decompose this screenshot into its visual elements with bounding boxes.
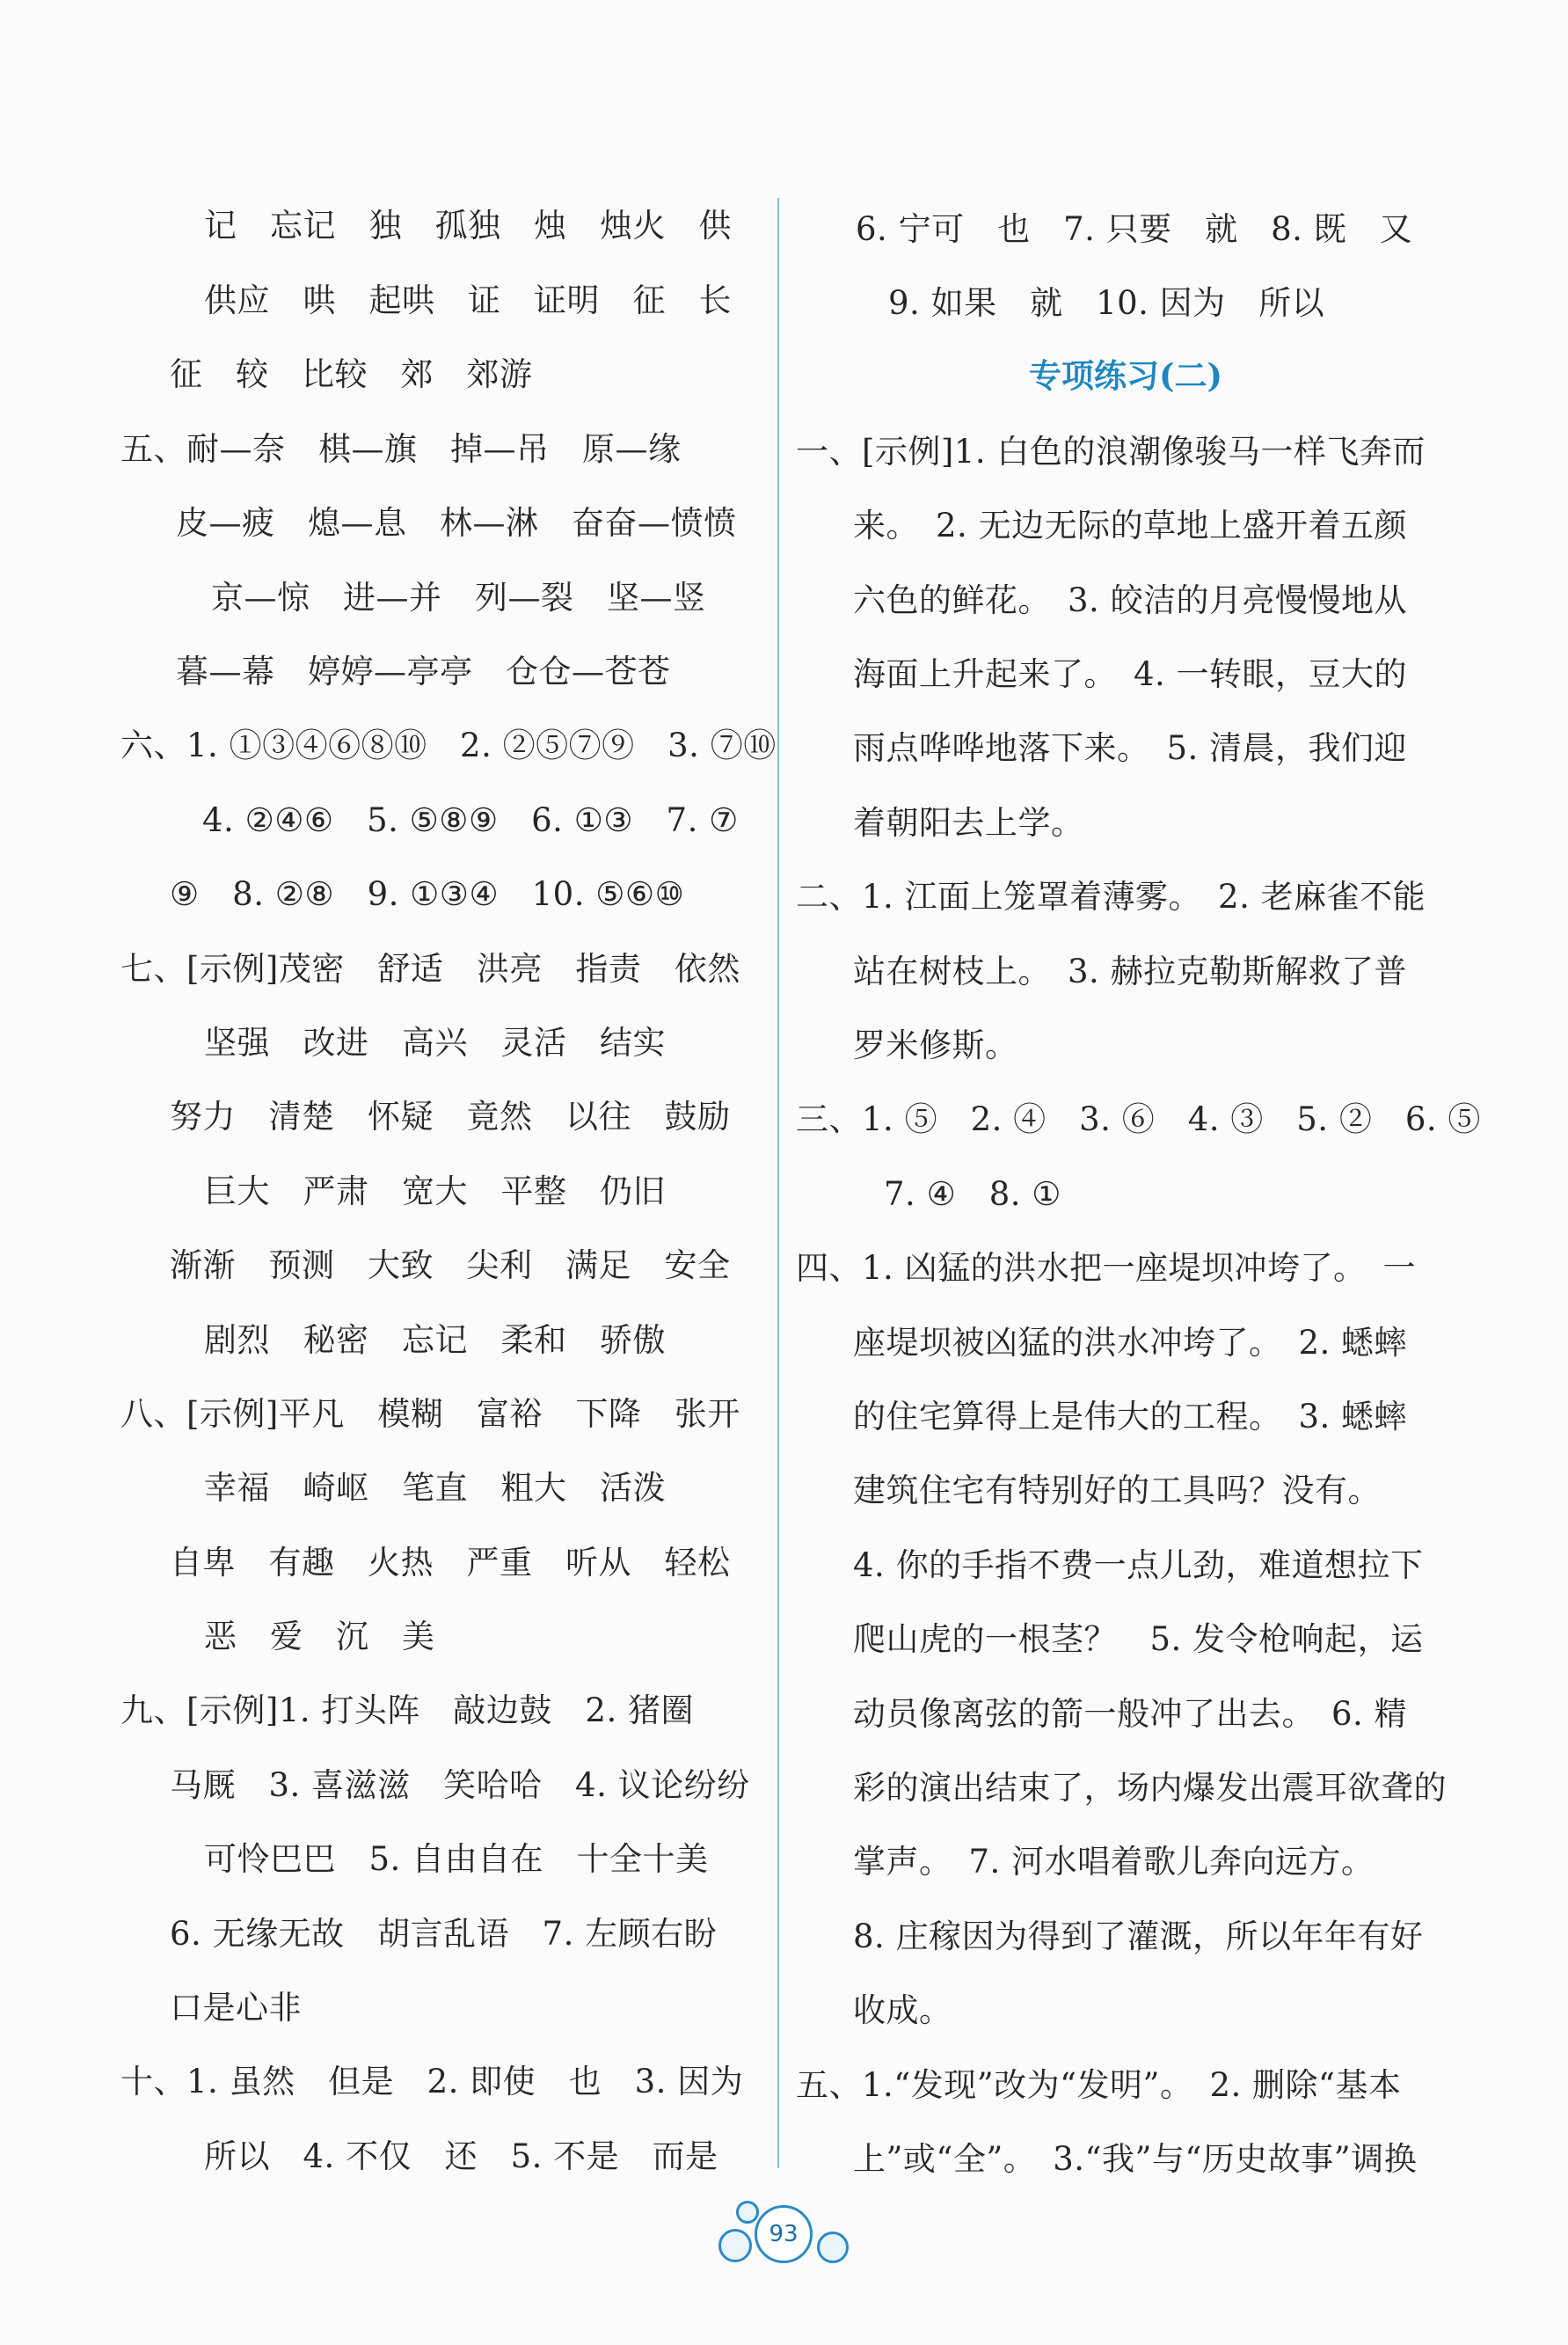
bubble-right-icon: [817, 2232, 849, 2263]
answer-line: 可怜巴巴 5. 自由自在 十全十美: [204, 1840, 709, 1878]
answer-line: 罗米修斯。: [853, 1026, 1018, 1064]
answer-line: 彩的演出结束了，场内爆发出震耳欲聋的: [853, 1769, 1447, 1807]
answer-line: 供应 哄 起哄 证 证明 征 长: [204, 281, 732, 319]
answer-line: 着朝阳去上学。: [853, 804, 1084, 842]
answer-line: 七、[示例]茂密 舒适 洪亮 指责 依然: [120, 950, 740, 988]
answer-line: 记 忘记 独 孤独 烛 烛火 供: [204, 207, 732, 245]
answer-line: 坚强 改进 高兴 灵活 结实: [204, 1024, 666, 1062]
answer-line: 所以 4. 不仅 还 5. 不是 而是: [204, 2137, 718, 2175]
answer-line: 四、1. 凶猛的洪水把一座堤坝冲垮了。 一: [796, 1249, 1417, 1287]
answer-line: 马厩 3. 喜滋滋 笑哈哈 4. 议论纷纷: [170, 1766, 750, 1804]
answer-line: 爬山虎的一根茎？ 5. 发令枪响起，运: [853, 1620, 1424, 1658]
answer-line: 巨大 严肃 宽大 平整 仍旧: [204, 1172, 666, 1210]
answer-line: 十、1. 虽然 但是 2. 即使 也 3. 因为: [120, 2063, 744, 2100]
bubble-left-icon: [718, 2229, 752, 2262]
answer-line: 海面上升起来了。 4. 一转眼，豆大的: [853, 655, 1408, 693]
answer-line: 恶 爱 沉 美: [204, 1618, 435, 1655]
answer-line: 站在树枝上。 3. 赫拉克勒斯解救了普: [853, 953, 1408, 990]
answer-line: 自卑 有趣 火热 严重 听从 轻松: [170, 1544, 731, 1582]
answer-line: 皮—疲 熄—息 林—淋 奋奋—愤愤: [176, 504, 737, 542]
answer-line: 8. 庄稼因为得到了灌溉，所以年年有好: [853, 1918, 1424, 1955]
answer-line: 7. ④ 8. ①: [884, 1175, 1061, 1213]
answer-line: 建筑住宅有特别好的工具吗？没有。: [853, 1472, 1381, 1509]
answer-line: 暮—幕 婷婷—亭亭 仓仓—苍苍: [176, 653, 671, 690]
answer-line: 征 较 比较 郊 郊游: [170, 355, 533, 393]
answer-line: 五、1.“发现”改为“发明”。 2. 删除“基本: [796, 2066, 1402, 2104]
answer-line: 九、[示例]1. 打头阵 敲边鼓 2. 猪圈: [120, 1691, 694, 1729]
answer-line: 幸福 崎岖 笔直 粗大 活泼: [204, 1469, 666, 1507]
column-divider: [777, 198, 779, 2168]
answer-line: 六色的鲜花。 3. 皎洁的月亮慢慢地从: [853, 581, 1408, 619]
section-title: 专项练习(二): [1029, 356, 1223, 395]
answer-line: 动员像离弦的箭一般冲了出去。 6. 精: [853, 1695, 1408, 1733]
answer-line: 收成。: [853, 1991, 952, 2029]
page-number: 93: [755, 2205, 813, 2263]
answer-line: 剧烈 秘密 忘记 柔和 骄傲: [204, 1321, 666, 1359]
answer-line: 上”或“全”。 3.“我”与“历史故事”调换: [853, 2140, 1418, 2178]
answer-line: 掌声。 7. 河水唱着歌儿奔向远方。: [853, 1843, 1375, 1881]
answer-line: ⑨ 8. ②⑧ 9. ①③④ 10. ⑤⑥⑩: [170, 875, 685, 913]
page-number-badge: [717, 2192, 849, 2271]
answer-line: 五、耐—奈 棋—旗 掉—吊 原—缘: [120, 430, 682, 468]
answer-line: 二、1. 江面上笼罩着薄雾。 2. 老麻雀不能: [796, 878, 1426, 916]
answer-line: 六、1. ①③④⑥⑧⑩ 2. ②⑤⑦⑨ 3. ⑦⑩: [120, 727, 777, 764]
answer-line: 的住宅算得上是伟大的工程。 3. 蟋蟀: [853, 1398, 1408, 1435]
bubble-small-icon: [736, 2201, 759, 2224]
answer-line: 三、1. ⑤ 2. ④ 3. ⑥ 4. ③ 5. ② 6. ⑤: [796, 1100, 1481, 1138]
answer-line: 6. 宁可 也 7. 只要 就 8. 既 又: [856, 210, 1413, 248]
answer-line: 座堤坝被凶猛的洪水冲垮了。 2. 蟋蟀: [853, 1324, 1408, 1362]
answer-line: 9. 如果 就 10. 因为 所以: [888, 284, 1325, 322]
answer-line: 雨点哗哗地落下来。 5. 清晨，我们迎: [853, 729, 1408, 767]
answer-line: 八、[示例]平凡 模糊 富裕 下降 张开: [120, 1395, 740, 1433]
answer-line: 一、[示例]1. 白色的浪潮像骏马一样飞奔而: [796, 433, 1426, 471]
answer-line: 口是心非: [170, 1989, 302, 2027]
answer-line: 4. 你的手指不费一点儿劲，难道想拉下: [853, 1546, 1424, 1584]
answer-line: 6. 无缘无故 胡言乱语 7. 左顾右盼: [170, 1915, 718, 1953]
answer-line: 努力 清楚 怀疑 竟然 以往 鼓励: [170, 1098, 731, 1136]
answer-line: 渐渐 预测 大致 尖利 满足 安全: [170, 1246, 731, 1284]
answer-line: 4. ②④⑥ 5. ⑤⑧⑨ 6. ①③ 7. ⑦: [202, 801, 739, 839]
answer-line: 京—惊 进—并 列—裂 坚—竖: [211, 579, 706, 617]
answer-line: 来。 2. 无边无际的草地上盛开着五颜: [853, 507, 1408, 544]
